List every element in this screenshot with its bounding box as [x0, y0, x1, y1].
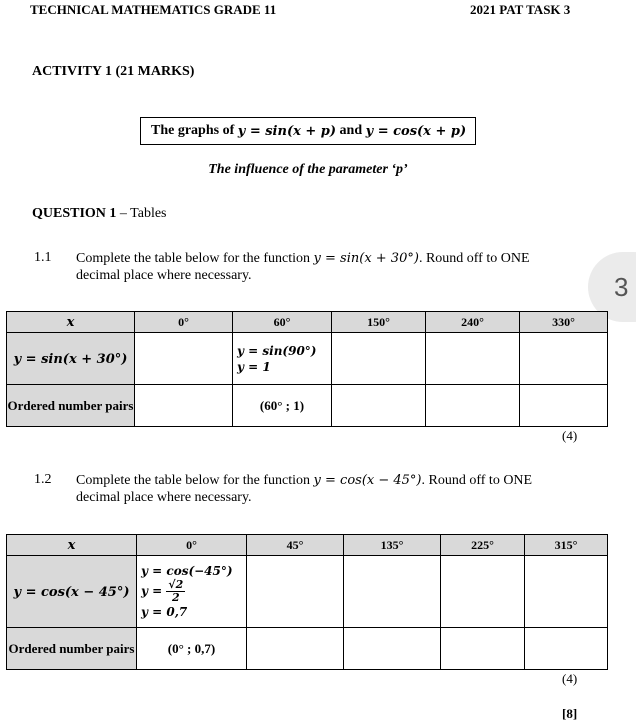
q1-1-text-a: Complete the table below for the function: [76, 251, 314, 266]
title-expr-sin: y = sin(x + p): [237, 123, 337, 139]
subtitle: The influence of the parameter ‘p’: [208, 162, 408, 177]
title-expr-cos: y = cos(x + p): [365, 123, 467, 139]
q1-2-text: [76, 472, 556, 506]
q1-2-function: y = cos(x − 45°): [313, 473, 422, 488]
table-cell-empty[interactable]: [520, 385, 608, 427]
table-cell-empty[interactable]: [332, 333, 426, 385]
table-header-cell: 150°: [332, 312, 426, 333]
table-cell-empty[interactable]: [525, 628, 608, 670]
table-header-cell: 315°: [525, 535, 608, 556]
answer-line: y = sin(90°): [237, 343, 317, 358]
q1-2-text-b: . Round off to ONE decimal place where necessary.: [76, 473, 533, 505]
table-cell-empty[interactable]: [344, 556, 441, 628]
q1-2-table: [6, 534, 608, 670]
table-header-x: x: [7, 312, 135, 333]
answer-line: y = 0,7: [141, 605, 188, 619]
title-box: [140, 117, 476, 145]
header-subject: TECHNICAL MATHEMATICS GRADE 11: [30, 2, 277, 17]
table-row: [7, 556, 608, 628]
table-cell-empty[interactable]: [426, 333, 520, 385]
table-cell-answer: [137, 556, 247, 628]
row-label-function: y = cos(x − 45°): [7, 556, 137, 628]
table-header-cell: 60°: [233, 312, 332, 333]
table-row: [7, 628, 608, 670]
answer-line: y = 1: [237, 359, 271, 374]
activity-heading: ACTIVITY 1 (21 MARKS): [32, 64, 195, 79]
table-cell-empty[interactable]: [441, 628, 525, 670]
table-cell-answer: [233, 333, 332, 385]
q1-1-number: 1.1: [34, 250, 52, 265]
table-header-cell: 240°: [426, 312, 520, 333]
ordered-pair: (60° ; 1): [233, 385, 332, 427]
fraction-numerator: √2: [168, 578, 184, 591]
q1-2-text-a: Complete the table below for the function: [76, 473, 314, 488]
q1-1-marks: (4): [562, 428, 578, 443]
table-header-cell: 330°: [520, 312, 608, 333]
table-header-cell: 45°: [247, 535, 344, 556]
ordered-pair: (0° ; 0,7): [137, 628, 247, 670]
page-number: 3: [614, 272, 629, 302]
q1-2-marks: (4): [562, 671, 578, 686]
table-cell-empty[interactable]: [247, 628, 344, 670]
table-row: [7, 535, 608, 556]
q1-1-table: [6, 311, 608, 427]
question-label: QUESTION 1: [32, 206, 117, 221]
row-label-pairs: Ordered number pairs: [7, 628, 137, 670]
table-cell-empty[interactable]: [520, 333, 608, 385]
table-header-cell: 135°: [344, 535, 441, 556]
title-and: and: [336, 123, 366, 138]
fraction-lhs: y =: [141, 584, 167, 598]
table-header-x: x: [7, 535, 137, 556]
table-cell-empty[interactable]: [135, 385, 233, 427]
table-cell-empty[interactable]: [441, 556, 525, 628]
table-cell-empty[interactable]: [332, 385, 426, 427]
q1-2-number: 1.2: [34, 472, 52, 487]
answer-line-fraction: [141, 579, 246, 604]
q1-1-function: y = sin(x + 30°): [313, 251, 419, 266]
table-row: [7, 333, 608, 385]
table-cell-empty[interactable]: [135, 333, 233, 385]
table-cell-empty[interactable]: [525, 556, 608, 628]
table-cell-empty[interactable]: [426, 385, 520, 427]
title-prefix: The graphs of: [151, 123, 238, 138]
table-cell-empty[interactable]: [344, 628, 441, 670]
question-heading: [32, 206, 167, 222]
table-cell-empty[interactable]: [247, 556, 344, 628]
answer-line: y = cos(−45°): [141, 564, 233, 578]
table-row: [7, 385, 608, 427]
fraction-denominator: 2: [172, 591, 180, 604]
header-task: 2021 PAT TASK 3: [470, 2, 571, 17]
question-suffix: – Tables: [116, 206, 167, 221]
table-header-cell: 0°: [137, 535, 247, 556]
table-row: [7, 312, 608, 333]
table-header-cell: 0°: [135, 312, 233, 333]
row-label-function: y = sin(x + 30°): [7, 333, 135, 385]
q1-1-text: [76, 250, 556, 284]
fraction: [166, 579, 185, 604]
table-header-cell: 225°: [441, 535, 525, 556]
row-label-pairs: Ordered number pairs: [7, 385, 135, 427]
q1-1-text-b: . Round off to ONE decimal place where necessary.: [76, 251, 530, 283]
total-marks: [8]: [562, 706, 578, 721]
